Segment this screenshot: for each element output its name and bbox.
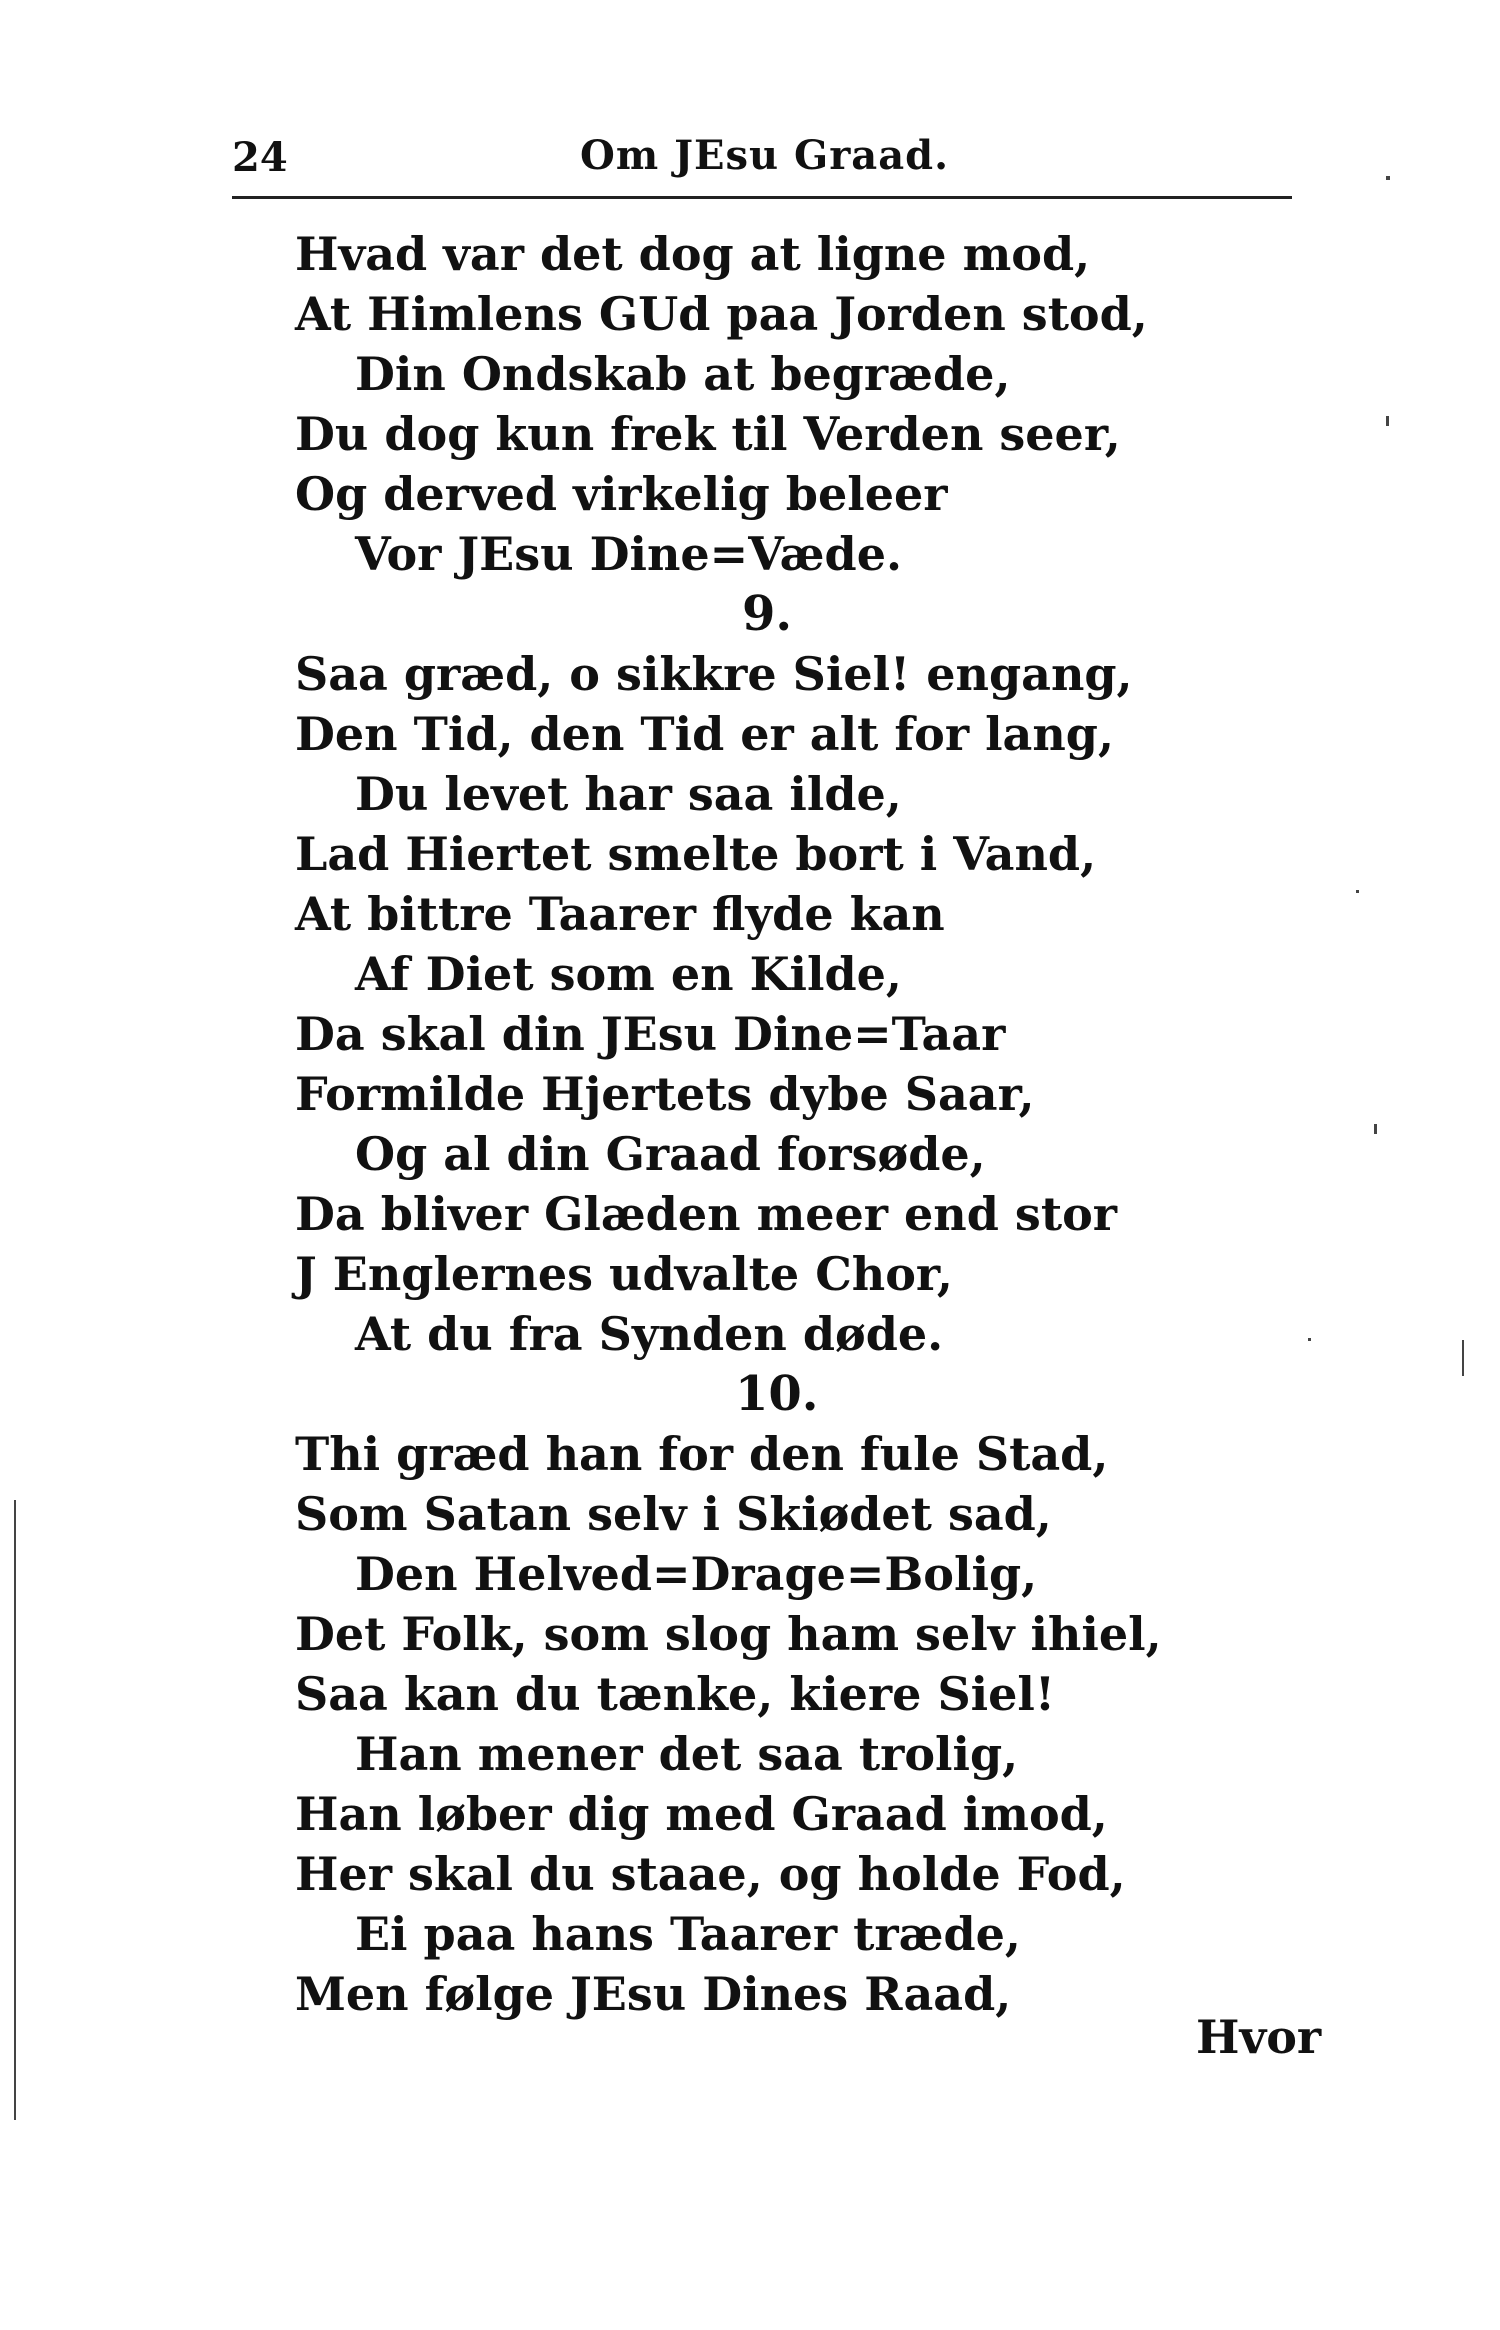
poem-line: Og derved virkelig beleer bbox=[295, 467, 948, 521]
scan-speck bbox=[1386, 176, 1390, 180]
poem-line: Saa græd, o sikkre Siel! engang, bbox=[295, 647, 1133, 701]
poem-line: Din Ondskab at begræde, bbox=[355, 347, 1011, 401]
scan-speck bbox=[1308, 1338, 1311, 1341]
poem-line: Du levet har saa ilde, bbox=[355, 767, 902, 821]
poem-line: Det Folk, som slog ham selv ihiel, bbox=[295, 1607, 1162, 1661]
poem-line: Her skal du staae, og holde Fod, bbox=[295, 1847, 1126, 1901]
poem-line: At du fra Synden døde. bbox=[355, 1307, 944, 1361]
poem-line: J Englernes udvalte Chor, bbox=[295, 1247, 953, 1301]
scan-speck bbox=[1462, 1340, 1464, 1376]
poem-line: Hvad var det dog at ligne mod, bbox=[295, 227, 1091, 281]
stanza-number: 10. bbox=[735, 1366, 819, 1422]
poem-line: Som Satan selv i Skiødet sad, bbox=[295, 1487, 1052, 1541]
header-rule bbox=[232, 196, 1292, 199]
poem-line: Den Helved=Drage=Bolig, bbox=[355, 1547, 1038, 1601]
poem-line: At bittre Taarer flyde kan bbox=[295, 887, 945, 941]
poem-line: Han mener det saa trolig, bbox=[355, 1727, 1019, 1781]
poem-line: Han løber dig med Graad imod, bbox=[295, 1787, 1108, 1841]
page-header bbox=[0, 128, 1500, 188]
poem-line: Thi græd han for den fule Stad, bbox=[295, 1427, 1109, 1481]
running-title: Om JEsu Graad. bbox=[580, 132, 949, 179]
poem-line: Men følge JEsu Dines Raad, bbox=[295, 1967, 1012, 2021]
poem-line: Og al din Graad forsøde, bbox=[355, 1127, 986, 1181]
poem-line: Af Diet som en Kilde, bbox=[355, 947, 902, 1001]
poem-line: At Himlens GUd paa Jorden stod, bbox=[295, 287, 1148, 341]
poem-line: Formilde Hjertets dybe Saar, bbox=[295, 1067, 1035, 1121]
scan-speck bbox=[1356, 890, 1359, 893]
page-number: 24 bbox=[232, 134, 288, 181]
poem-line: Vor JEsu Dine=Væde. bbox=[355, 527, 902, 581]
poem-line: Saa kan du tænke, kiere Siel! bbox=[295, 1667, 1056, 1721]
catchword: Hvor bbox=[1196, 2010, 1322, 2064]
poem-line: Lad Hiertet smelte bort i Vand, bbox=[295, 827, 1097, 881]
stanza-number: 9. bbox=[742, 586, 793, 642]
poem-line: Da skal din JEsu Dine=Taar bbox=[295, 1007, 1006, 1061]
scan-speck bbox=[1386, 416, 1389, 426]
poem-line: Du dog kun frek til Verden seer, bbox=[295, 407, 1121, 461]
poem-line: Ei paa hans Taarer træde, bbox=[355, 1907, 1021, 1961]
poem-line: Den Tid, den Tid er alt for lang, bbox=[295, 707, 1114, 761]
scan-speck bbox=[1374, 1124, 1377, 1134]
poem-line: Da bliver Glæden meer end stor bbox=[295, 1187, 1117, 1241]
scan-edge-line bbox=[14, 1500, 16, 2120]
